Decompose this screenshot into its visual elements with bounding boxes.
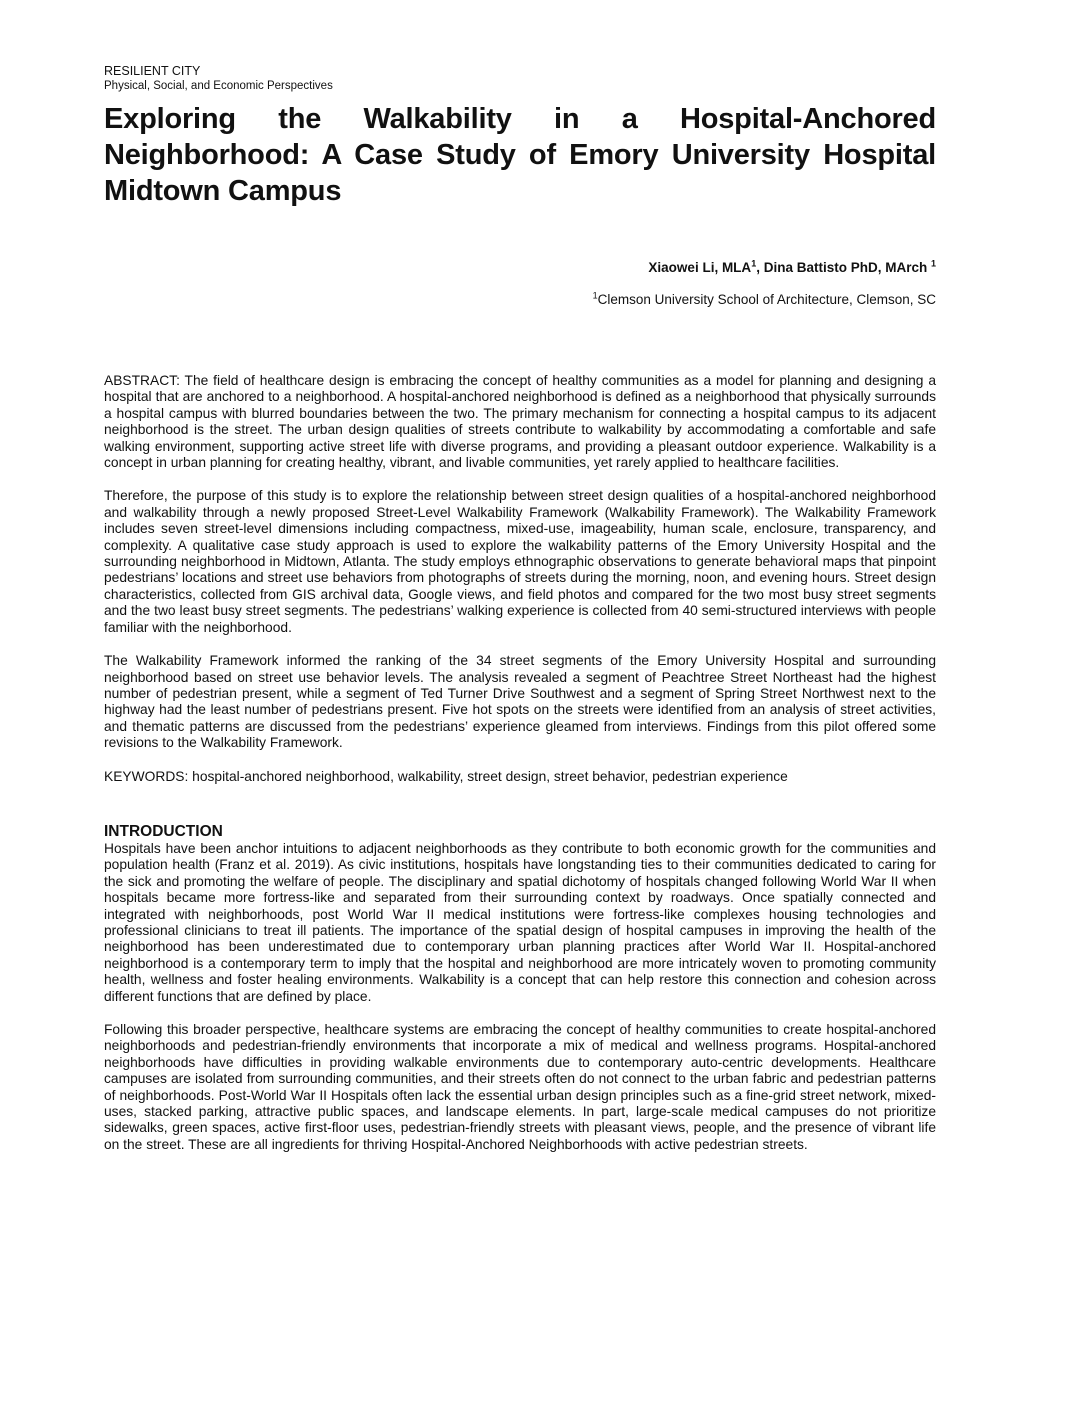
author-1-affil-mark: 1 — [751, 258, 757, 269]
series-subtitle: Physical, Social, and Economic Perspectives — [104, 80, 333, 92]
author-2-affil-mark: 1 — [930, 258, 936, 269]
introduction-paragraph-2: Following this broader perspective, healthcare systems are embracing the concept of healthy communities to create hospital-anchored neighborhoods and pedestrian-friendly environments that incorporate a mix of medical and wellness programs. Hospital-anchored neighborhoods have difficulties in providing walkable environments due to contemporary auto-centric developments. Healthcare campuses are isolated from surrounding communities, and their streets often do not connect to the urban fabric and pedestrian patterns of neighborhoods. Post-World War II Hospitals often lack the essential urban design principles such as a fine-grid street network, mixed-uses, stacked parking, attractive public spaces, and landscape elements. In part, large-scale medical campuses do not prioritize sidewalks, green spaces, active first-floor uses, pedestrian-friendly streets with pleasant views, people, and the presence of vibrant life on the street. These are all ingredients for thriving Hospital-Anchored Neighborhoods with active pedestrian streets. — [104, 1022, 936, 1152]
paper-title: Exploring the Walkability in a Hospital-Anchored Neighborhood: A Case Study of Emory University Hospital Midtown Campus — [104, 103, 936, 207]
paper-page — [104, 64, 936, 1153]
authors-line — [104, 259, 936, 277]
affiliation-text: Clemson University School of Architecture, Clemson, SC — [597, 292, 936, 307]
abstract-paragraph-3: The Walkability Framework informed the ranking of the 34 street segments of the Emory University Hospital and surrounding neighborhood based on street use behavior levels. The analysis revealed a segment of Peachtree Street Northeast had the highest number of pedestrian present, while a segment of Ted Turner Drive Southwest and a segment of Spring Street Northwest next to the highway had the least number of pedestrians present. Five hot spots on the streets were identified from an analysis of street activities, and thematic patterns are discussed from the pedestrians’ experience gleamed from interviews. Findings from this pilot offered some revisions to the Walkability Framework. — [104, 653, 936, 751]
author-1: Xiaowei Li, MLA — [648, 260, 752, 275]
affiliation-line — [104, 291, 936, 309]
abstract-paragraph-1: ABSTRACT: The field of healthcare design is embracing the concept of healthy communities as a model for planning and designing a hospital that are anchored to a neighborhood. A hospital-anchored neighborhood is defined as a neighborhood that physically surrounds a hospital campus with blurred boundaries between the two. The primary mechanism for connecting a hospital campus to its adjacent neighborhood is the street. The urban design qualities of streets contribute to walkability by accommodating a comfortable and safe walking environment, supporting active street life with diverse programs, and providing a pleasant outdoor experience. Walkability is a concept in urban planning for creating healthy, vibrant, and livable communities, yet rarely applied to healthcare facilities. — [104, 373, 936, 471]
author-2: Dina Battisto PhD, MArch — [763, 260, 931, 275]
abstract-paragraph-2: Therefore, the purpose of this study is to explore the relationship between street design qualities of a hospital-anchored neighborhood and walkability through a newly proposed Street-Level Walkability Framework (Walkability Framework). The Walkability Framework includes seven street-level dimensions including compactness, mixed-use, imageability, human scale, enclosure, transparency, and complexity. A qualitative case study approach is used to explore the walkability patterns of the Emory University Hospital and the surrounding neighborhood in Midtown, Atlanta. The study employs ethnographic observations to generate behavioral maps that pinpoint pedestrians’ locations and street use behaviors from photographs of streets during the morning, noon, and evening hours. Street design characteristics, collected from GIS archival data, Google views, and field photos and compared for the two most busy street segments and the two least busy street segments. The pedestrians’ walking experience is collected from 40 semi-structured interviews with people familiar with the neighborhood. — [104, 488, 936, 635]
affiliation-mark: 1 — [592, 290, 598, 301]
author-separator: , — [756, 260, 764, 275]
keywords-line: KEYWORDS: hospital-anchored neighborhood, walkability, street design, street behavior, pedestrian experience — [104, 768, 788, 784]
introduction-heading: INTRODUCTION — [104, 822, 223, 840]
series-title: RESILIENT CITY — [104, 64, 201, 78]
introduction-paragraph-1: Hospitals have been anchor intuitions to adjacent neighborhoods as they contribute to both economic growth for the communities and population health (Franz et al. 2019). As civic institutions, hospitals have longstanding ties to their communities dedicated to caring for the sick and promoting the welfare of people. The disciplinary and spatial dichotomy of hospitals changed following World War II when hospitals became more fortress-like and separated from their surrounding context by roadways. Once spatially connected and integrated with neighborhoods, post World War II medical institutions were fortress-like complexes housing technologies and professional clinicians to treat ill patients. The importance of the spatial design of hospital campuses in improving the health of the neighborhood has been underestimated due to contemporary urban planning practices after World War II. Hospital-anchored neighborhood is a contemporary term to imply that the hospital and neighborhood are more intricately woven to promoting community health, wellness and foster healing environments. Walkability is a concept that can help restore this connection and cohesion across different functions that are defined by place. — [104, 840, 936, 1004]
